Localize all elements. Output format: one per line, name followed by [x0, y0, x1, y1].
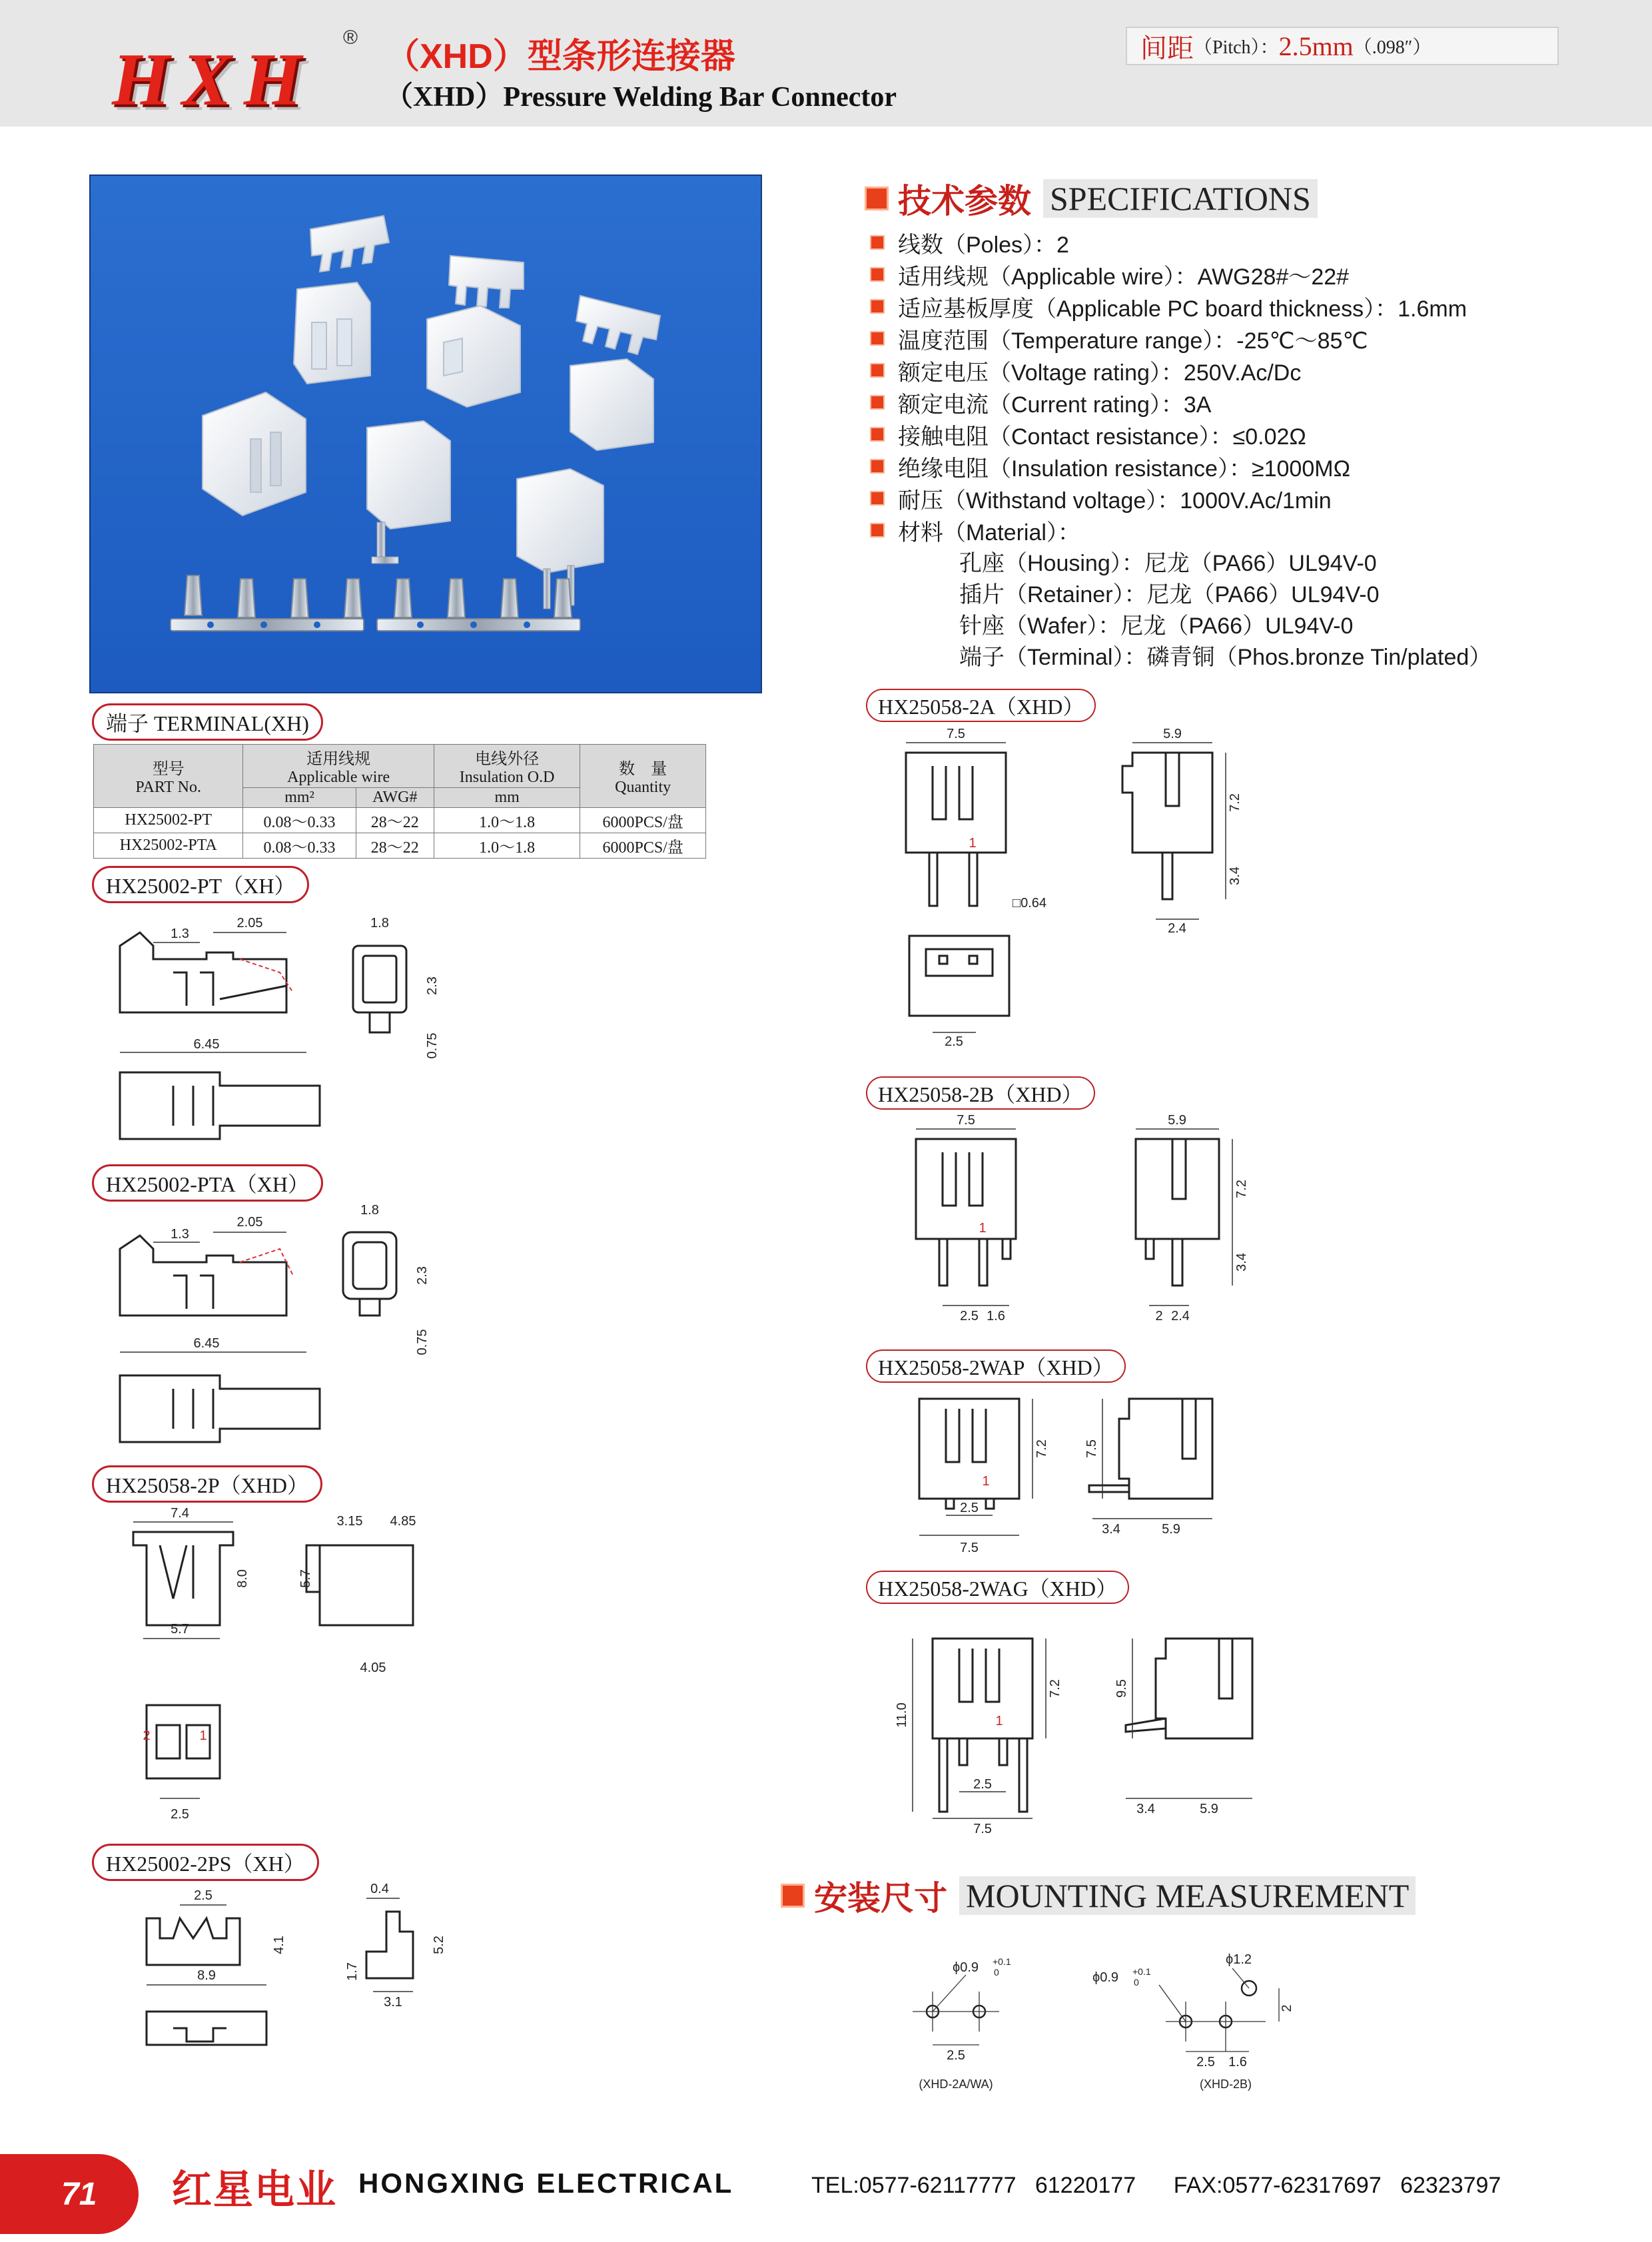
page-title-cn: （XHD）型条形连接器 [385, 37, 735, 76]
col-od-mm: mm [434, 788, 580, 808]
specs-heading-en: SPECIFICATIONS [1043, 179, 1318, 218]
specs-heading-cn: 技术参数 [898, 183, 1031, 220]
dim-label: 7.5 [947, 727, 965, 741]
pin-label: 1 [199, 1728, 207, 1743]
dim-label: 7.2 [1228, 793, 1242, 812]
dim-label: 5.9 [1162, 1522, 1180, 1537]
bullet-icon [870, 523, 885, 538]
table-row [94, 808, 706, 833]
mounting-diagram [893, 1945, 1359, 2105]
specs-heading [865, 175, 1318, 222]
bullet-icon [870, 363, 885, 378]
drawing-tag-2b: HX25058-2B（XHD） [866, 1076, 1095, 1110]
heading-bullet-icon [865, 187, 889, 210]
table-row [94, 833, 706, 859]
dim-label: 1.7 [345, 1962, 360, 1981]
dim-label: 2.05 [236, 916, 263, 931]
spec-item: 温度范围（Temperature range）：-25℃～85℃ [870, 322, 1467, 354]
dim-label: 7.2 [1234, 1180, 1249, 1198]
mounting-caption: (XHD-2A/WA) [919, 2077, 993, 2091]
cell-mm2: 0.08～0.33 [243, 808, 356, 833]
bullet-icon [870, 459, 885, 474]
drawing-tag-pt: HX25002-PT（XH） [92, 866, 309, 903]
terminal-table [93, 744, 706, 859]
dim-label: 2.4 [1171, 1309, 1190, 1323]
specs-list [870, 226, 1467, 546]
pitch-value: 2.5mm [1278, 31, 1354, 61]
table-header-row [94, 745, 706, 788]
page-number-badge [0, 2154, 139, 2234]
mounting-heading-en: MOUNTING MEASUREMENT [959, 1876, 1416, 1915]
dim-label: 2 [1155, 1309, 1163, 1323]
dim-label: 5.9 [1163, 727, 1182, 741]
dim-label: 2.3 [425, 976, 440, 995]
dim-label: 7.4 [171, 1506, 189, 1521]
dim-label: 2.5 [960, 1309, 979, 1323]
dim-label: 5.7 [298, 1569, 313, 1588]
dim-label: 1.8 [360, 1203, 379, 1218]
dim-label: 3.4 [1228, 867, 1242, 885]
spec-item: 适用线规（Applicable wire）：AWG28#～22# [870, 258, 1467, 290]
col-awg: AWG# [356, 788, 434, 808]
connector-photo-illustration [91, 176, 761, 692]
bullet-icon [870, 331, 885, 346]
dim-label: 9.5 [1114, 1679, 1129, 1698]
material-item: 插片（Retainer）：尼龙（PA66）UL94V-0 [959, 582, 1380, 607]
drawing-2b [893, 1112, 1306, 1332]
heading-bullet-icon [781, 1884, 805, 1908]
tolerance-label: 0 [994, 1967, 999, 1978]
dim-label: 2.4 [1168, 921, 1186, 936]
dim-label: 2.5 [945, 1034, 963, 1049]
spec-item: 耐压（Withstand voltage）：1000V.Ac/1min [870, 482, 1467, 514]
col-mm2: mm² [243, 788, 356, 808]
dim-label: 3.4 [1136, 1802, 1155, 1816]
dim-label: 0.75 [415, 1329, 430, 1355]
pitch-cn: 间距 [1140, 33, 1194, 63]
spec-item: 材料（Material）： [870, 514, 1467, 546]
drawing-2wap [893, 1385, 1306, 1559]
col-wire: 适用线规 Applicable wire [243, 745, 434, 788]
pin-label: 1 [979, 1221, 987, 1236]
dim-label: □0.64 [1013, 896, 1047, 911]
cell-qty: 6000PCS/盘 [580, 833, 706, 859]
dim-label: 6.45 [193, 1336, 220, 1351]
cell-od: 1.0～1.8 [434, 808, 580, 833]
dim-label: 5.7 [171, 1622, 189, 1637]
dim-label: 1.6 [987, 1309, 1005, 1323]
dim-label: 7.5 [960, 1541, 979, 1555]
dim-label: 2.5 [960, 1501, 979, 1515]
dim-label: 2.5 [973, 1777, 992, 1792]
dim-label: 1.6 [1228, 2055, 1247, 2069]
pin-label: 1 [995, 1714, 1003, 1728]
dim-label: 3.4 [1102, 1522, 1120, 1537]
hole-diameter-label: ϕ1.2 [1226, 1952, 1252, 1967]
bullet-icon [870, 427, 885, 442]
dim-label: 8.0 [235, 1569, 250, 1588]
cell-part: HX25002-PT [94, 808, 243, 833]
drawing-tag-pta: HX25002-PTA（XH） [92, 1164, 323, 1202]
bullet-icon [870, 235, 885, 250]
dim-label: 4.1 [272, 1936, 286, 1954]
spec-item: 线数（Poles）：2 [870, 226, 1467, 258]
dim-label: 1.3 [171, 1227, 189, 1242]
mounting-caption: (XHD-2B) [1199, 2077, 1252, 2091]
drawing-tag-2ps: HX25002-2PS（XH） [92, 1844, 319, 1881]
drawing-2p [107, 1505, 480, 1832]
dim-label: 3.15 [336, 1514, 363, 1529]
bullet-icon [870, 299, 885, 314]
dim-label: 4.05 [360, 1661, 386, 1675]
drawing-tag-2wag: HX25058-2WAG（XHD） [866, 1571, 1129, 1604]
pitch-box [1126, 27, 1559, 65]
spec-item: 接触电阻（Contact resistance）：≤0.02Ω [870, 418, 1467, 450]
spec-item: 绝缘电阻（Insulation resistance）：≥1000MΩ [870, 450, 1467, 482]
bullet-icon [870, 395, 885, 410]
dim-label: 2.5 [194, 1888, 212, 1903]
dim-label: 3.4 [1234, 1253, 1249, 1272]
pin-label: 2 [143, 1728, 151, 1743]
cell-mm2: 0.08～0.33 [243, 833, 356, 859]
spec-item: 适应基板厚度（Applicable PC board thickness）：1.6mm [870, 290, 1467, 322]
drawing-tag-2a: HX25058-2A（XHD） [866, 689, 1096, 722]
pitch-label: 2.5 [1196, 2055, 1215, 2069]
hole-diameter-label: ϕ0.9 [1092, 1970, 1119, 1985]
dim-label: 8.9 [197, 1968, 216, 1983]
pitch-label: （Pitch）： [1194, 37, 1279, 58]
terminal-section-tag: 端子 TERMINAL(XH) [92, 703, 323, 741]
dim-label: 5.2 [432, 1936, 446, 1954]
tolerance-label: 0 [1134, 1977, 1139, 1988]
drawing-pt [107, 906, 480, 1146]
registered-mark: ® [343, 27, 358, 49]
dim-label: 7.5 [957, 1113, 975, 1128]
drawing-2a [893, 726, 1306, 1049]
mounting-heading [781, 1872, 1416, 1920]
dim-label: 4.85 [390, 1514, 416, 1529]
material-item: 针座（Wafer）：尼龙（PA66）UL94V-0 [959, 613, 1354, 639]
material-item: 孔座（Housing）：尼龙（PA66）UL94V-0 [959, 551, 1377, 576]
tolerance-label: +0.1 [1132, 1966, 1151, 1977]
pitch-inch: （.098″） [1353, 37, 1432, 58]
dim-label: 2.5 [171, 1807, 189, 1822]
page-number: 71 [61, 2176, 97, 2212]
dim-label: 0.75 [425, 1032, 440, 1059]
drawing-pta [107, 1202, 480, 1455]
spec-item: 额定电压（Voltage rating）：250V.Ac/Dc [870, 354, 1467, 386]
dim-label: 5.9 [1168, 1113, 1186, 1128]
hole-diameter-label: ϕ0.9 [953, 1960, 979, 1975]
cell-part: HX25002-PTA [94, 833, 243, 859]
dim-label: 1.8 [370, 916, 389, 931]
dim-label: 2 [1280, 2004, 1294, 2012]
company-name-en: HONGXING ELECTRICAL [358, 2167, 734, 2199]
dim-label: 2.3 [415, 1266, 430, 1285]
drawing-2wag [873, 1625, 1286, 1838]
bullet-icon [870, 267, 885, 282]
dim-label: 5.9 [1200, 1802, 1218, 1816]
col-part: 型号 PART No. [94, 745, 243, 808]
drawing-tag-2wap: HX25058-2WAP（XHD） [866, 1349, 1126, 1383]
mounting-heading-cn: 安装尺寸 [814, 1880, 947, 1917]
product-photo [89, 175, 762, 693]
dim-label: 6.45 [193, 1037, 220, 1052]
cell-awg: 28～22 [356, 833, 434, 859]
col-od: 电线外径 Insulation O.D [434, 745, 580, 788]
dim-label: 7.5 [973, 1822, 992, 1836]
pin-label: 1 [969, 836, 977, 851]
dim-label: 1.3 [171, 927, 189, 941]
pitch-label: 2.5 [947, 2048, 965, 2063]
dim-label: 0.4 [370, 1882, 389, 1896]
contact-info: TEL:0577-62117777 61220177 FAX:0577-62317697 62323797 [811, 2173, 1501, 2198]
bullet-icon [870, 491, 885, 506]
cell-awg: 28～22 [356, 808, 434, 833]
col-qty: 数 量 Quantity [580, 745, 706, 808]
brand-logo: HXH [112, 39, 314, 121]
materials-list [959, 545, 1491, 670]
dim-label: 7.5 [1084, 1439, 1099, 1458]
dim-label: 2.05 [236, 1215, 263, 1230]
cell-od: 1.0～1.8 [434, 833, 580, 859]
tolerance-label: +0.1 [993, 1956, 1011, 1967]
dim-label: 7.2 [1048, 1679, 1062, 1698]
drawing-tag-2p: HX25058-2P（XHD） [92, 1465, 322, 1503]
spec-item: 额定电流（Current rating）：3A [870, 386, 1467, 418]
dim-label: 3.1 [384, 1995, 402, 2010]
drawing-2ps [107, 1882, 480, 2091]
company-name-cn: 红星电业 [172, 2167, 337, 2212]
dim-label: 11.0 [895, 1702, 909, 1728]
cell-qty: 6000PCS/盘 [580, 808, 706, 833]
pin-label: 1 [982, 1474, 990, 1489]
dim-label: 7.2 [1034, 1439, 1049, 1458]
page-title-en: （XHD）Pressure Welding Bar Connector [385, 82, 897, 113]
material-item: 端子（Terminal）：磷青铜（Phos.bronze Tin/plated） [959, 645, 1492, 670]
